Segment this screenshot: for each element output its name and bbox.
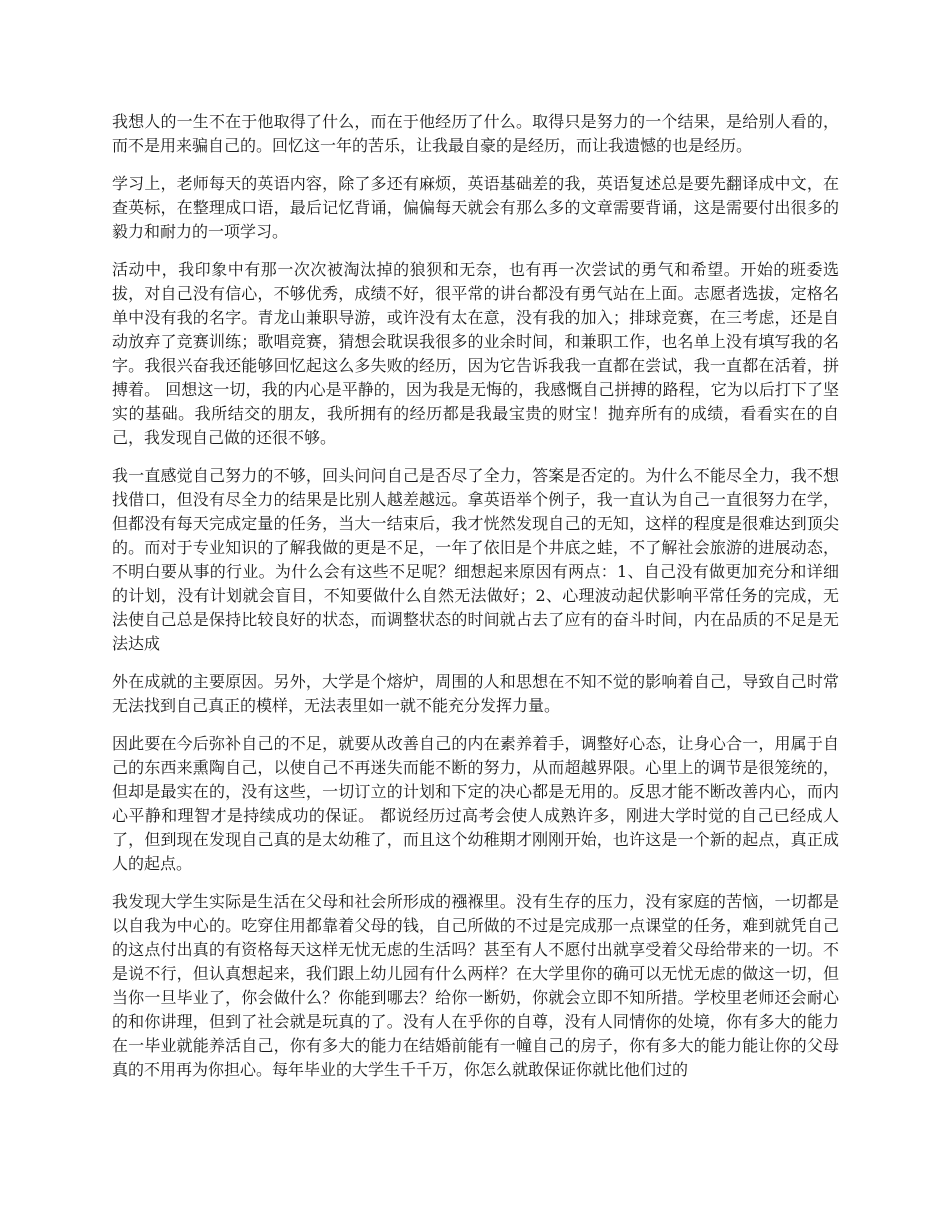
paragraph: 学习上，老师每天的英语内容，除了多还有麻烦，英语基础差的我，英语复述总是要先翻译成中文，在查英标，在整理成口语，最后记忆背诵，偏偏每天就会有那么多的文章需要背诵，这是需要付出很多的毅力和耐力的一项学习。 [112,174,839,241]
paragraph: 因此要在今后弥补自己的不足，就要从改善自己的内在素养着手，调整好心态，让身心合一，用属于自己的东西来熏陶自己，以使自己不再迷失而能不断的努力，从而超越界限。心里上的调节是很笼统的，但却是最实在的，没有这些，一切订立的计划和下定的决心都是无用的。反思才能不断改善内心，而内心平静和理智才是持续成功的保证。 都说经历过高考会使人成熟许多，刚进大学时觉的自己已经成人了，但到现在发现自己真的是太幼稚了，而且这个幼稚期才刚刚开始，也许这是一个新的起点，真正成人的起点。 [112,734,839,873]
paragraph: 我想人的一生不在于他取得了什么，而在于他经历了什么。取得只是努力的一个结果，是给别人看的，而不是用来骗自己的。回忆这一年的苦乐，让我最自豪的是经历，而让我遗憾的也是经历。 [112,112,839,155]
paragraph: 我一直感觉自己努力的不够，回头问问自己是否尽了全力，答案是否定的。为什么不能尽全力，我不想找借口，但没有尽全力的结果是比别人越差越远。拿英语举个例子，我一直认为自己一直很努力在学，但都没有每天完成定量的任务，当大一结束后，我才恍然发现自己的无知，这样的程度是很难达到顶尖的。而对于专业知识的了解我做的更是不足，一年了依旧是个井底之蛙，不了解社会旅游的进展动态，不明白要从事的行业。为什么会有这些不足呢？细想起来原因有两点：1、自己没有做更加充分和详细的计划，没有计划就会盲目，不知要做什么自然无法做好；2、心理波动起伏影响平常任务的完成，无法使自己总是保持比较良好的状态，而调整状态的时间就占去了应有的奋斗时间，内在品质的不足是无法达成 [112,466,839,653]
paragraph: 我发现大学生实际是生活在父母和社会所形成的襁褓里。没有生存的压力，没有家庭的苦恼，一切都是以自我为中心的。吃穿住用都靠着父母的钱，自己所做的不过是完成那一点课堂的任务，难到就凭自己的这点付出真的有资格每天这样无忧无虑的生活吗？甚至有人不愿付出就享受着父母给带来的一切。不是说不行，但认真想起来，我们跟上幼儿园有什么两样？在大学里你的确可以无忧无虑的做这一切，但当你一旦毕业了，你会做什么？你能到哪去？给你一断奶，你就会立即不知所措。学校里老师还会耐心的和你讲理，但到了社会就是玩真的了。没有人在乎你的自尊，没有人同情你的处境，你有多大的能力在一毕业就能养活自己，你有多大的能力在结婚前能有一幢自己的房子，你有多大的能力能让你的父母真的不用再为你担心。每年毕业的大学生千千万，你怎么就敢保证你就比他们过的 [112,892,839,1079]
paragraph: 外在成就的主要原因。另外，大学是个熔炉，周围的人和思想在不知不觉的影响着自己，导致自己时常无法找到自己真正的模样，无法表里如一就不能充分发挥力量。 [112,672,839,715]
document-body [112,110,839,1096]
paragraph: 活动中，我印象中有那一次次被淘汰掉的狼狈和无奈，也有再一次尝试的勇气和希望。开始的班委选拔，对自己没有信心，不够优秀，成绩不好，很平常的讲台都没有勇气站在上面。志愿者选拔，定格名单中没有我的名字。青龙山兼职导游，或许没有太在意，没有我的加入；排球竞赛，在三考虑，还是自动放弃了竞赛训练；歌唱竞赛，猜想会耽误我很多的业余时间，和兼职工作，也名单上没有填写我的名字。我很兴奋我还能够回忆起这么多失败的经历，因为它告诉我我一直都在尝试，我一直都在活着，拼搏着。 回想这一切，我的内心是平静的，因为我是无悔的，我感慨自己拼搏的路程，它为以后打下了坚实的基础。我所结交的朋友，我所拥有的经历都是我最宝贵的财宝！抛弃所有的成绩，看看实在的自己，我发现自己做的还很不够。 [112,260,839,447]
